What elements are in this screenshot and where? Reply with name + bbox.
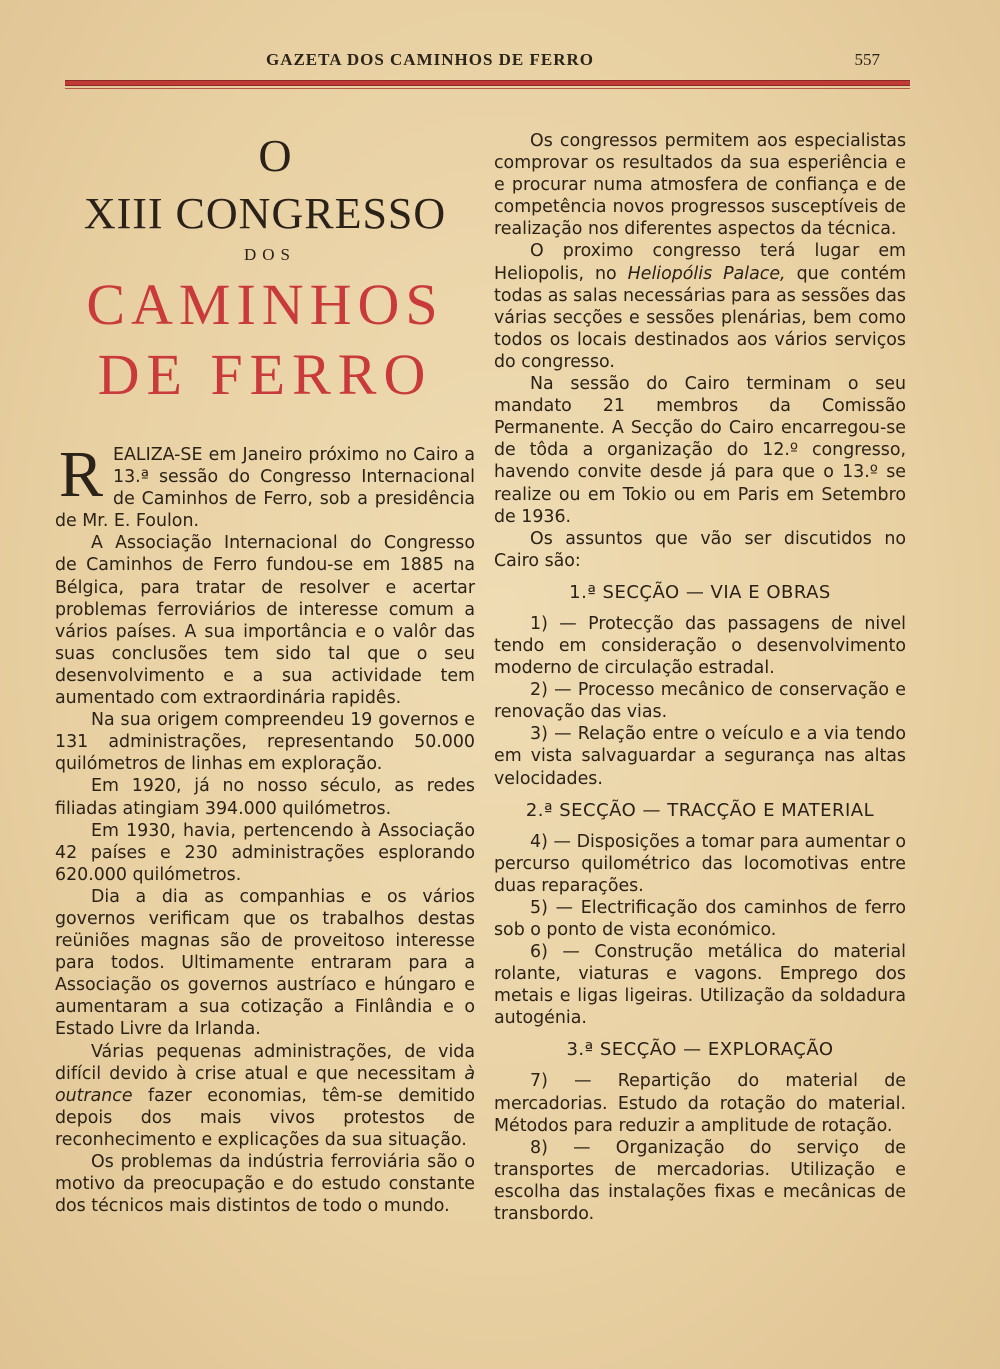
headline-xiii-congresso: XIII CONGRESSO <box>83 189 447 238</box>
section-heading-3: 3.ª SECÇÃO — EXPLORAÇÃO <box>566 1039 834 1061</box>
paragraph-4: Em 1920, já no nosso século, as redes filiadas atingiam 394.000 quilómetros. <box>55 776 475 819</box>
item-2: 2) — Processo mecânico de conservação e renovação das vias. <box>494 680 906 723</box>
paragraph-7 <box>55 1041 475 1151</box>
paragraph-r2 <box>494 240 906 373</box>
paragraph-1 <box>55 438 475 532</box>
page-header <box>60 48 910 72</box>
paragraph-3: Na sua origem compreendeu 19 governos e 131 administrações, representando 50.000 quilómetros de linhas em exploração. <box>55 710 475 775</box>
page-number: 557 <box>854 50 880 69</box>
paragraph-2: A Associação Internacional do Congresso de Caminhos de Ferro fundou-se em 1885 na Bélgica, para tratar de resolver e acertar problemas ferroviários de interesse comum a vários países. A sua importância e o valôr das suas conclusões tem sido tal que o seu desenvolvimento e a sua actividade tem aumentado com extraordinária rapidês. <box>55 533 475 709</box>
right-column <box>494 130 906 1225</box>
item-7: 7) — Repartição do material de mercadorias. Estudo da rotação do material. Métodos para reduzir a amplitude de rotação. <box>494 1071 906 1136</box>
paragraph-8: Os problemas da indústria ferroviária são o motivo da preocupação e do estudo constante dos técnicos mais distintos de todo o mundo. <box>55 1152 475 1217</box>
drop-cap: R <box>59 438 104 511</box>
paragraph-r2-b: que contém todas as salas necessárias para as sessões das várias secções e sessões plenárias, bem como todos os locais destinados aos vários serviços do congresso. <box>494 263 907 372</box>
paragraph-r3: Na sessão do Cairo terminam o seu mandato 21 membros da Comissão Permanente. A Secção do Cairo encarregou-se de tôda a organização do 12.º congresso, havendo convite desde já para que o 13.º se realize ou em Tokio ou em Paris em Setembro de 1936. <box>494 374 906 527</box>
paragraph-1-text: EALIZA-SE em Janeiro próximo no Cairo a 13.ª sessão do Congresso Internacional de Caminhos de Ferro, sob a presidência de Mr. E. Foulon. <box>55 445 475 532</box>
item-1: 1) — Protecção das passagens de nivel tendo em consideração o desenvolvimento moderno de circulação estradal. <box>494 613 906 679</box>
item-6: 6) — Construção metálica do material rolante, viaturas e vagons. Emprego dos metais e ligas ligeiras. Utilização da soldadura autogénia. <box>494 942 906 1029</box>
item-5: 5) — Electrificação dos caminhos de ferro sob o ponto de vista económico. <box>494 897 906 940</box>
item-4: 4) — Disposições a tomar para aumentar o percurso quilométrico das locomotivas entre duas reparações. <box>494 831 906 896</box>
left-column <box>55 130 475 1217</box>
header-thin-rule <box>65 88 910 89</box>
article-body-left <box>55 438 475 1217</box>
section-heading-1: 1.ª SECÇÃO — VIA E OBRAS <box>569 581 831 603</box>
headline-dos: DOS <box>243 245 296 264</box>
paragraph-r2-a: O proximo congresso terá lugar em Heliopolis, no <box>494 241 906 284</box>
paragraph-5: Em 1930, havia, pertencendo à Associação 42 países e 230 administrações esplorando 620.000 quilómetros. <box>55 820 475 885</box>
headline-o: O <box>258 130 292 181</box>
paragraph-r1: Os congressos permitem aos especialistas comprovar os resultados da sua esperiência e e procurar numa atmosfera de confiança e de competência novos progressos susceptíveis de realização nos diferentes aspectos da técnica. <box>494 131 906 240</box>
headline-de-ferro: DE FERRO <box>97 342 433 407</box>
section-heading-2: 2.ª SECÇÃO — TRACÇÃO E MATERIAL <box>525 799 875 821</box>
item-8: 8) — Organização do serviço de transportes de mercadorias. Utilização e escolha das instalações fixas e mecânicas de transbordo. <box>494 1137 906 1225</box>
item-3: 3) — Relação entre o veículo e a via tendo em vista salvaguardar a segurança nas altas velocidades. <box>494 724 906 789</box>
paragraph-7-a: Várias pequenas administrações, de vida difícil devido à crise atual e que necessitam <box>55 1041 475 1084</box>
header-red-rule <box>65 80 910 86</box>
publication-title: GAZETA DOS CAMINHOS DE FERRO <box>265 50 595 69</box>
paragraph-7-italic: à outrance <box>55 1063 475 1106</box>
paragraph-6: Dia a dia as companhias e os vários governos verificam que os trabalhos destas reüniões magnas são de proveitoso interesse para todos. Ultimamente entraram para a Associação os governos austríaco e húngaro e aumentaram a sua cotização a Finlândia e o Estado Livre da Irlanda. <box>55 886 475 1040</box>
paragraph-7-b: fazer economias, têm-se demitido depois dos mais vivos protestos de reconhecimento e explicações da sua situação. <box>55 1085 475 1150</box>
headline-caminhos: CAMINHOS <box>86 272 444 337</box>
paragraph-r4: Os assuntos que vão ser discutidos no Cairo são: <box>494 528 906 571</box>
paragraph-r2-italic: Heliopólis Palace, <box>627 263 786 284</box>
